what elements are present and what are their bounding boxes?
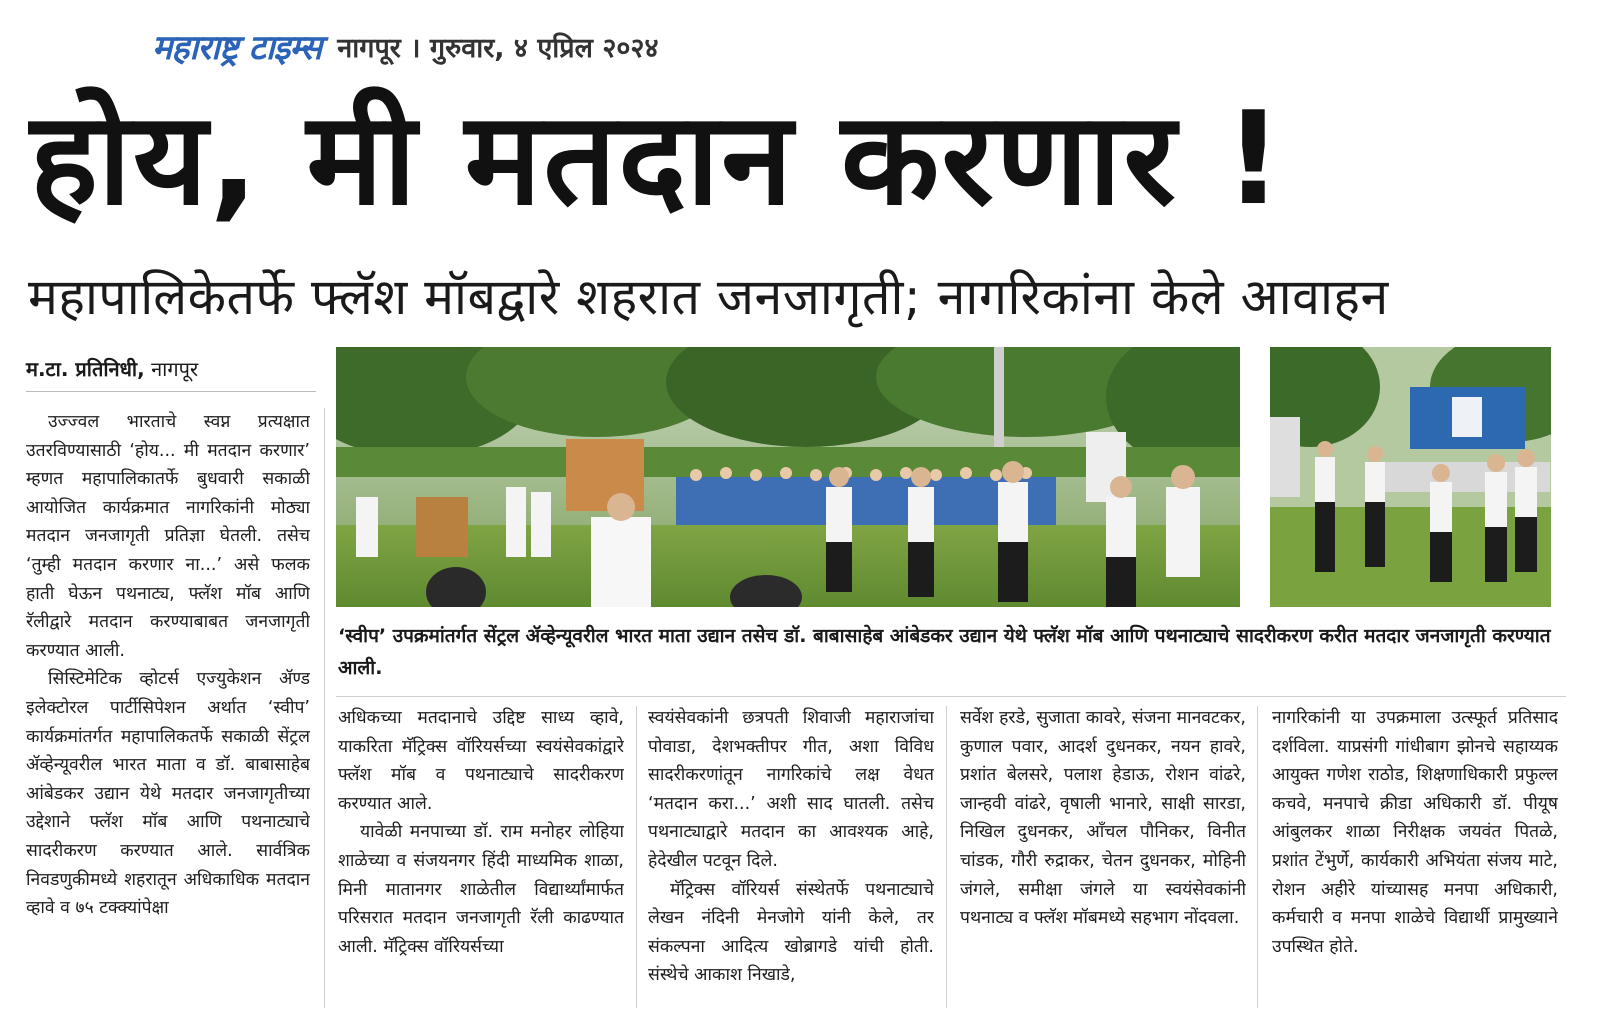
main-photo bbox=[336, 347, 1240, 607]
paragraph: सर्वेश हरडे, सुजाता कावरे, संजना मानवटकर, कुणाल पवार, आदर्श दुधनकर, नयन हावरे, प्रशांत बेलसरे, पलाश हेडाऊ, रोशन वांढरे, जान्हवी वांढरे, वृषाली भानारे, साक्षी सारडा, निखिल दुधनकर, आँचल पौनिकर, विनीत चांडक, गौरी रुद्राकर, चेतन दुधनकर, मोहिनी जंगले, समीक्षा जंगले या स्वयंसेवकांनी पथनाट्य व फ्लॅश मॉबमध्ये सहभाग नोंदवला. bbox=[960, 708, 1246, 929]
photo-caption: ‘स्वीप’ उपक्रमांतर्गत सेंट्रल ॲव्हेन्यूवरील भारत माता उद्यान तसेच डॉ. बाबासाहेब आंबेडकर उद्यान येथे फ्लॅश मॉब आणि पथनाट्याचे सादरीकरण करीत मतदार जनजागृती करण्यात आली. bbox=[338, 625, 1551, 679]
secondary-photo bbox=[1270, 347, 1551, 607]
newspaper-logo: महाराष्ट्र टाइम्स bbox=[152, 28, 322, 68]
paragraph: उज्ज्वल भारताचे स्वप्न प्रत्यक्षात उतरविण्यासाठी ‘होय... मी मतदान करणार’ म्हणत महापालिकातर्फे बुधवारी सकाळी आयोजित कार्यक्रमात नागरिकांनी मोठ्या मतदान जनजागृती प्रतिज्ञा घेतली. तसेच ‘तुम्ही मतदान करणार ना...’ असे फलक हाती घेऊन पथनाट्य, फ्लॅश मॉब आणि रॅलीद्वारे मतदान करण्याबाबत जनजागृती करण्यात आली. bbox=[26, 412, 310, 661]
subheadline: महापालिकेतर्फे फ्लॅश मॉबद्वारे शहरात जनजागृती; नागरिकांना केले आवाहन bbox=[28, 268, 1389, 326]
column-divider bbox=[1257, 706, 1258, 1008]
column-divider bbox=[324, 408, 325, 1008]
stage-dance-photo bbox=[1270, 347, 1551, 607]
paragraph: नागरिकांनी या उपक्रमाला उत्स्फूर्त प्रतिसाद दर्शविला. याप्रसंगी गांधीबाग झोनचे सहाय्यक आयुक्त गणेश राठोड, शिक्षणाधिकारी प्रफुल्ल कचवे, मनपाचे क्रीडा अधिकारी डॉ. पीयूष आंबुलकर शाळा निरीक्षक जयवंत पितळे, प्रशांत टेंभुर्णे, कार्यकारी अभियंता संजय माटे, रोशन अहीरे यांच्यासह मनपा अधिकारी, कर्मचारी व मनपा शाळेचे विद्यार्थी प्रामुख्याने उपस्थित होते. bbox=[1272, 708, 1558, 957]
caption-divider bbox=[336, 696, 1566, 697]
paragraph: सिस्टिमेटिक व्होटर्स एज्युकेशन ॲण्ड इलेक्टोरल पार्टीसिपेशन अर्थात ‘स्वीप’ कार्यक्रमांतर्गत महापालिकतर्फे सकाळी सेंट्रल ॲव्हेन्यूवरील भारत माता व डॉ. बाबासाहेब आंबेडकर उद्यान येथे मतदार जनजागृतीच्या उद्देशाने फ्लॅश मॉब आणि पथनाट्याचे सादरीकरण करण्यात आले. सार्वत्रिक निवडणुकीमध्ये शहरातून अधिकाधिक मतदान व्हावे व ७५ टक्क्यांपेक्षा bbox=[26, 669, 310, 919]
masthead bbox=[152, 22, 659, 70]
byline-city: नागपूर bbox=[151, 357, 199, 381]
byline-author: म.टा. प्रतिनिधी, bbox=[26, 357, 145, 381]
paragraph: अधिकच्या मतदानाचे उद्दिष्ट साध्य व्हावे, याकरिता मॅट्रिक्स वॉरियर्सच्या स्वयंसेवकांद्वारे फ्लॅश मॉब व पथनाट्याचे सादरीकरण करण्यात आले. bbox=[338, 708, 624, 814]
article-column-2 bbox=[338, 704, 624, 1004]
article-column-3 bbox=[648, 704, 934, 1004]
headline: होय, मी मतदान करणार ! bbox=[30, 85, 1285, 234]
article-column-5 bbox=[1272, 704, 1558, 1004]
article-column-4 bbox=[960, 704, 1246, 1004]
flash-mob-photo bbox=[336, 347, 1240, 607]
byline bbox=[26, 352, 316, 392]
paragraph: स्वयंसेवकांनी छत्रपती शिवाजी महाराजांचा पोवाडा, देशभक्तीपर गीत, अशा विविध सादरीकरणांतून नागरिकांचे लक्ष वेधत ‘मतदान करा...’ अशी साद घातली. तसेच पथनाट्याद्वारे मतदान का आवश्यक आहे, हेदेखील पटवून दिले. bbox=[648, 708, 934, 871]
article-column-1 bbox=[26, 408, 310, 1008]
paragraph: यावेळी मनपाच्या डॉ. राम मनोहर लोहिया शाळेच्या व संजयनगर हिंदी माध्यमिक शाळा, मिनी मातानगर शाळेतील विद्यार्थ्यांमार्फत परिसरात मतदान जनजागृती रॅली काढण्यात आली. मॅट्रिक्स वॉरियर्सच्या bbox=[338, 822, 624, 957]
column-divider bbox=[946, 706, 947, 1008]
column-divider bbox=[636, 706, 637, 1008]
dateline: नागपूर । गुरुवार, ४ एप्रिल २०२४ bbox=[337, 32, 659, 64]
paragraph: मॅट्रिक्स वॉरियर्स संस्थेतर्फे पथनाट्याचे लेखन नंदिनी मेनजोगे यांनी केले, तर संकल्पना आदित्य खोब्रागडे यांची होती. संस्थेचे आकाश निखाडे, bbox=[648, 879, 934, 986]
